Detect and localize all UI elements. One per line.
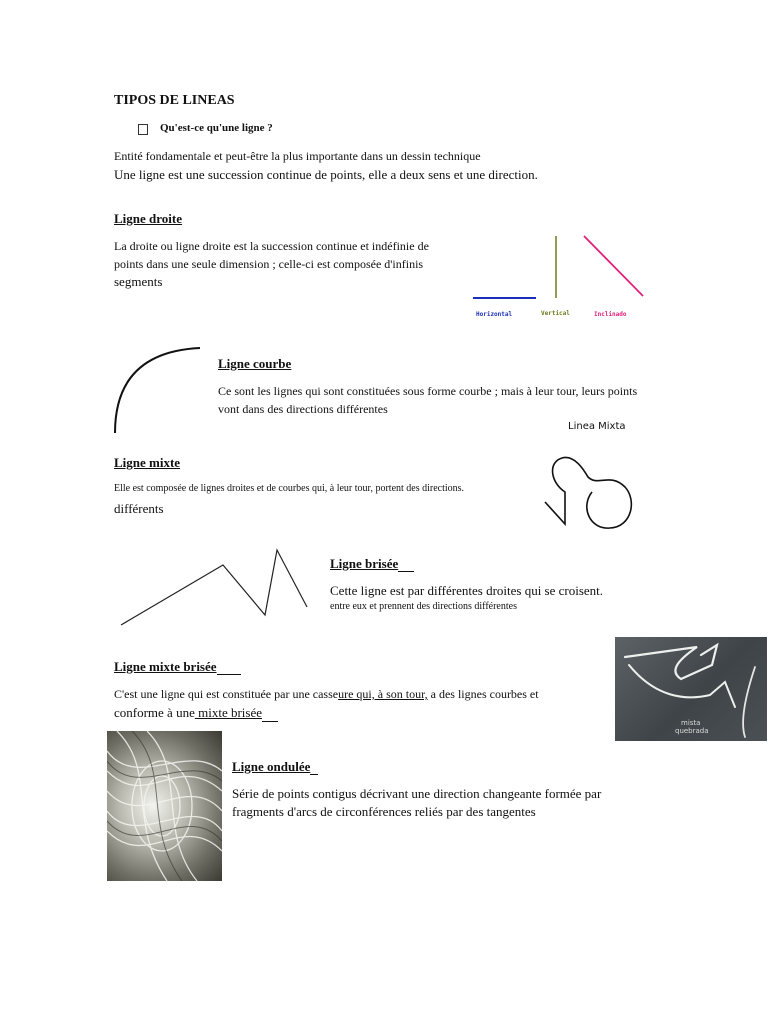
wave-artwork-lines [107,731,222,881]
courbe-text-1: Ce sont les lignes qui sont constituées sous forme courbe ; mais à leur tour, leurs points [218,384,638,398]
question-heading: Qu'est-ce qu'une ligne ? [160,122,273,134]
brisee-heading-text: Ligne brisée [330,556,399,571]
brisee-underline [398,559,414,572]
courbe-text-2: vont dans des directions différentes [218,402,388,416]
mixte-heading: Ligne mixte [114,455,181,470]
wave-artwork [107,731,222,881]
mixte-text-1: Elle est composée de lignes droites et de courbes qui, à leur tour, portent des directions. [114,483,465,494]
mixte-brisee-text-underline [262,709,278,722]
horizontal-label: Horizontal [476,311,513,318]
intro-line-1: Entité fondamentale et peut-être la plus importante dans un dessin technique [114,149,481,163]
curve-figure [108,340,208,440]
mixte-brisee-text-1b: ure qui, à son tour, [338,687,428,701]
inclined-line [584,236,643,296]
mixte-text-2: différents [114,501,164,516]
ondulee-underline [310,762,318,775]
brisee-text-2: entre eux et prennent des directions différentes [330,601,517,612]
chalkboard-photo [615,637,767,741]
photo-label-1: mista [681,719,701,727]
mixed-line-figure [540,452,640,532]
mixte-brisee-text-2b: mixte brisée [194,705,263,720]
mixte-brisee-underline [217,662,241,675]
courbe-heading: Ligne courbe [218,356,292,371]
droite-text-2: points dans une seule dimension ; celle-ci est composée d'infinis [114,257,424,271]
droite-text-3: segments [114,274,163,289]
mixte-brisee-text-2 [114,704,278,722]
mixte-brisee-heading [114,659,241,675]
mixta-caption: Linea Mixta [568,421,626,432]
mixte-brisee-heading-text: Ligne mixte brisée [114,659,217,674]
mixte-brisee-text-1 [114,685,539,703]
brisee-text-1: Cette ligne est par différentes droites qui se croisent. [330,583,604,598]
mixte-brisee-text-1a: C'est une ligne qui est constituée par une casse [114,687,339,701]
droite-text-1: La droite ou ligne droite est la succession continue et indéfinie de [114,239,429,253]
mixte-brisee-text-1c: a des lignes courbes et [427,687,539,701]
inclinado-label: Inclinado [594,311,627,318]
ondulee-heading [232,759,318,775]
broken-line-figure [115,545,310,630]
bullet-icon [138,124,148,135]
ondulee-text-1: Série de points contigus décrivant une direction changeante formée par [232,786,602,801]
brisee-heading [330,556,414,572]
mixte-brisee-text-2a: conforme à une [114,705,195,720]
photo-label-2: quebrada [675,727,709,735]
intro-line-2: Une ligne est une succession continue de points, elle a deux sens et une direction. [114,167,538,182]
vertical-label: Vertical [541,310,570,317]
droite-heading: Ligne droite [114,211,183,226]
ondulee-text-2: fragments d'arcs de circonférences reliés par des tangentes [232,804,536,819]
ondulee-heading-text: Ligne ondulée [232,759,311,774]
page-title: TIPOS DE LINEAS [114,93,235,108]
